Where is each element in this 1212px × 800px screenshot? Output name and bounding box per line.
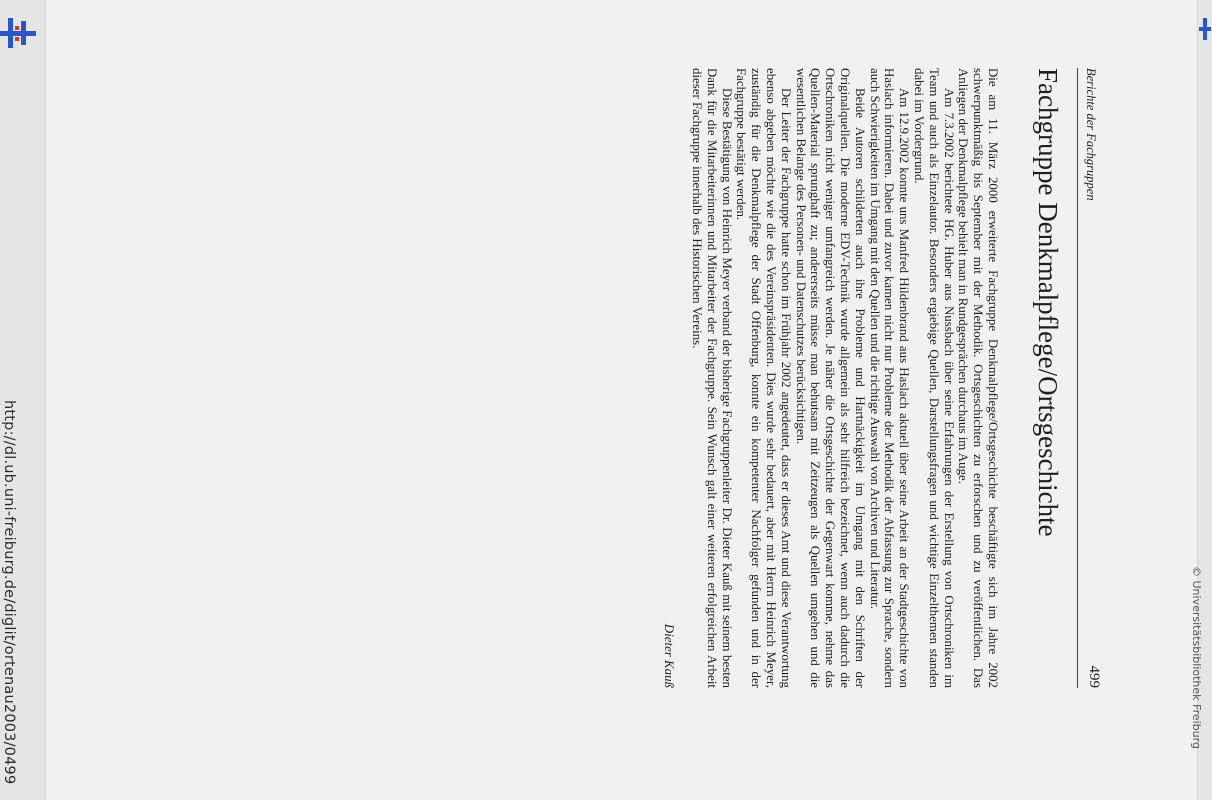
- paragraph: Diese Bestätigung von Heinrich Meyer verband der bisherige Fachgruppenleiter Dr. Dieter Kauß mit seinem besten Dank für die Mitarbeiterinnen und Mitarbeiter der Fachgruppe. Sein Wunsch galt einer weiteren erfolgreichen Arbeit dieser Fachgruppe innerhalb des Historischen Vereins.: [690, 68, 734, 688]
- paragraph: Beide Autoren schilderten auch ihre Probleme und Hartnäckigkeit im Umgang mit den Schriften der Originalquellen. Die moderne EDV-Technik wurde allgemein als sehr hilfreich bezeichnet, wenn auch dadurch die Ortschroniken nicht weniger umfangreich werden. Je näher die Ortsgeschichte der Gegenwart komme, nehme das Quellen-Material sprunghaft zu; andererseits müsse man behutsam mit Zeitzeugen als Quellen umgehen und die wesentlichen Belange des Personen- und Datenschutzes berücksichtigen.: [793, 68, 867, 688]
- page-number: 499: [1086, 665, 1102, 688]
- next-page-copyright: © Universitätsbibliothek Freiburg: [1190, 566, 1203, 749]
- page-title: Fachgruppe Denkmalpflege/Ortsgeschichte: [1033, 68, 1063, 537]
- running-head: [1077, 68, 1102, 688]
- library-logo-icon: [0, 18, 36, 48]
- left-viewer-margin: [0, 0, 45, 800]
- document-url[interactable]: http://dl.ub.uni-freiburg.de/diglit/ortenau2003/0499: [1, 400, 17, 785]
- article-body: [661, 68, 1000, 688]
- library-logo-icon: [1199, 18, 1211, 40]
- paragraph: Die am 11. März 2000 erweiterte Fachgruppe Denkmalpflege/Ortsgeschichte beschäftigte sich im Jahre 2002 schwerpunktmäßig bis September mit der Methodik. Ortsgeschichten zu erforschen und zu veröffentlichen. Das Anliegen der Denkmalpflege behielt man in Rundgesprächen durchaus im Auge.: [956, 68, 1000, 688]
- page-content: [516, 68, 1102, 688]
- paragraph: Am 12.9.2002 konnte uns Manfred Hildenbrand aus Haslach aktuell über seine Arbeit an der Stadtgeschichte von Haslach informieren. Dabei und zuvor kamen nicht nur Probleme der Methodik der Abfassung zur Sprache, sondern auch Schwierigkeiten im Umgang mit den Quellen und die richtige Auswahl von Archiven und Literatur.: [867, 68, 912, 688]
- section-label: Berichte der Fachgruppen: [1084, 68, 1098, 201]
- author-signature: Dieter Kauß: [662, 623, 677, 688]
- paragraph: Am 7.3.2002 berichtete HG. Huber aus Nussbach über seine Erfahrungen der Erstellung von Ortschroniken im Team und auch als Einzelautor. Besonders ergiebige Quellen, Darstellungsfragen und wichtige Einzelthemen standen dabei im Vordergrund.: [912, 68, 956, 688]
- paragraph: Der Leiter der Fachgruppe hatte schon im Frühjahr 2002 angedeutet, dass er dieses Amt und diese Verantwortung ebenso abgeben möchte wie die des Vereinspräsidenten. Dies wurde sehr bedauert, aber mit Herrn Heinrich Meyer, zuständig für die Denkmalpflege der Stadt Offenburg, konnte ein kompetenter Nachfolger gefunden und in der Fachgruppe bestätigt werden.: [734, 68, 793, 688]
